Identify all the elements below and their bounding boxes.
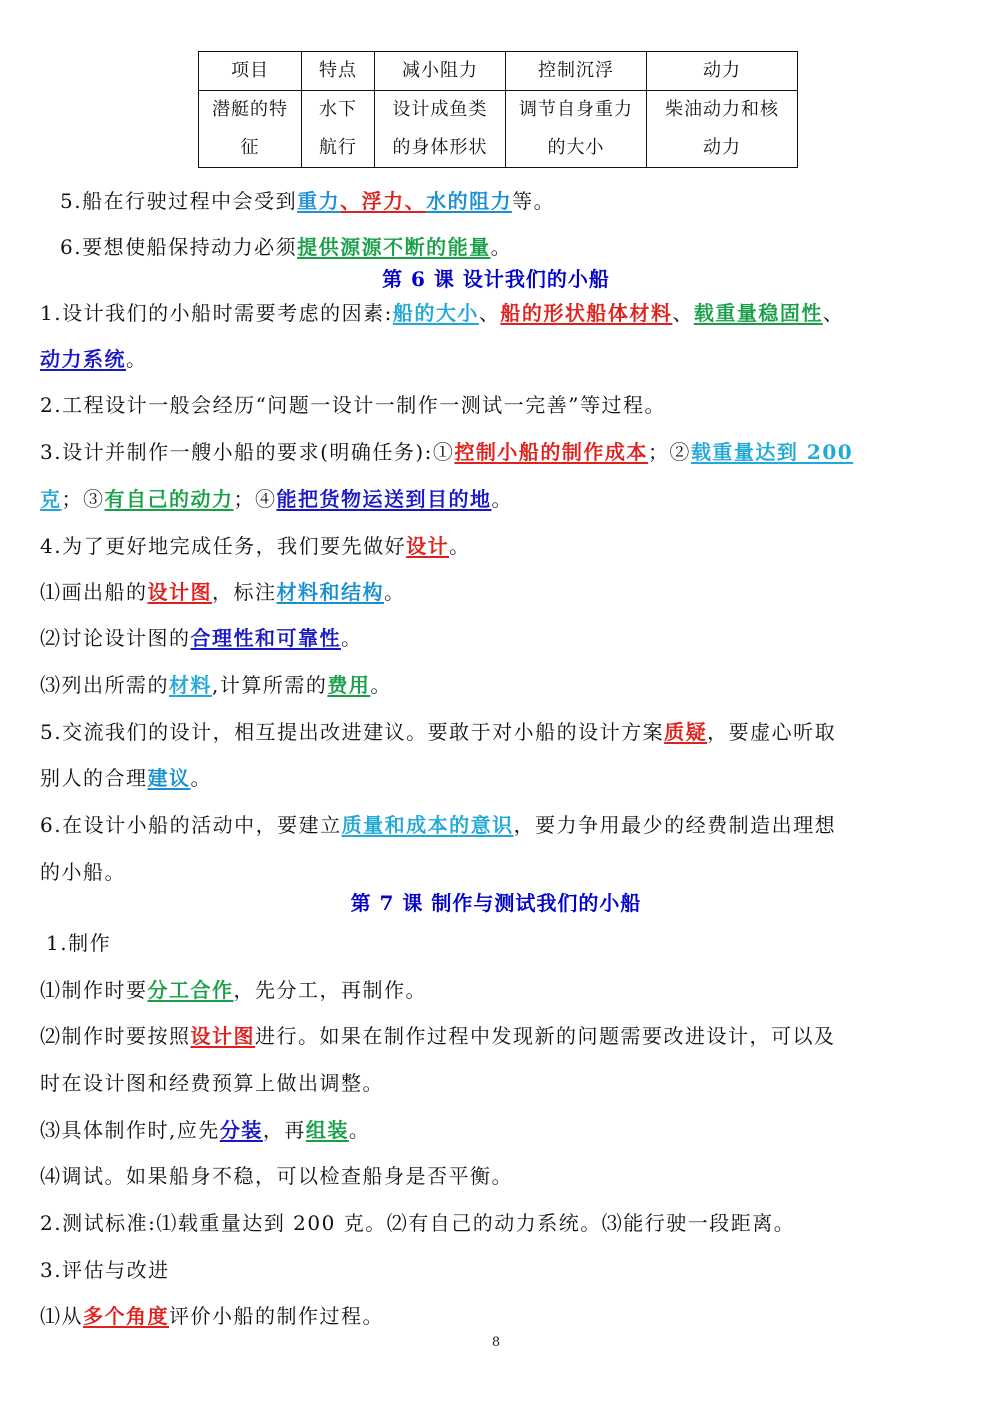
text: 别人的合理 xyxy=(40,766,148,790)
text: 、 xyxy=(672,301,694,325)
keyword: 重力 xyxy=(297,189,341,213)
lesson7-heading-3: 3.评估与改进 xyxy=(40,1258,170,1282)
keyword: 载重量稳固性 xyxy=(693,301,823,325)
lesson6-point-4 xyxy=(40,532,471,560)
keyword: 提供源源不断的能量 xyxy=(297,235,491,259)
table-header-cell: 项目 xyxy=(199,52,302,91)
table-header-cell: 控制沉浮 xyxy=(506,52,647,91)
text: 4.为了更好地完成任务，我们要先做好 xyxy=(40,534,407,558)
keyword: 克 xyxy=(40,487,62,511)
keyword: 动力系统 xyxy=(40,347,126,371)
table-cell xyxy=(199,91,302,168)
text: 、 xyxy=(478,301,501,325)
lesson-7-title: 第 7 课 制作与测试我们的小船 xyxy=(350,891,642,915)
text: 。 xyxy=(348,1118,371,1142)
text: 、 xyxy=(822,301,845,325)
text: 。 xyxy=(490,235,513,259)
lesson-6-title: 第 6 课 设计我们的小船 xyxy=(382,267,610,291)
text: ，再 xyxy=(262,1118,306,1142)
keyword: 分装 xyxy=(219,1118,263,1142)
text: ⑶具体制作时,应先 xyxy=(40,1118,220,1142)
table-header-row xyxy=(199,52,798,91)
lesson7-heading-2: 2.测试标准:⑴载重量达到 200 克。⑵有自己的动力系统。⑶能行驶一段距离。 xyxy=(40,1211,796,1235)
text: 。 xyxy=(370,673,392,697)
table-header-cell: 动力 xyxy=(647,52,798,91)
text: ，标注 xyxy=(212,580,277,604)
cell-line: 潜艇的特 xyxy=(212,99,288,120)
lesson6-sub-2 xyxy=(40,624,363,652)
cell-line: 的大小 xyxy=(547,137,605,158)
text: 等。 xyxy=(512,189,556,213)
text: 。 xyxy=(491,487,513,511)
lesson7-sub-2 xyxy=(40,1022,836,1050)
cell-line: 的身体形状 xyxy=(392,137,488,158)
text: 6.在设计小船的活动中，要建立 xyxy=(40,813,342,837)
lesson7-sub-1 xyxy=(40,976,427,1004)
text: ；③ xyxy=(61,487,105,511)
page-number: 8 xyxy=(491,1335,501,1350)
cell-line: 航行 xyxy=(319,137,357,158)
cell-line: 征 xyxy=(240,137,260,158)
cell-line: 设计成鱼类 xyxy=(392,99,488,120)
cell-line: 水下 xyxy=(319,99,357,120)
table-cell xyxy=(506,91,647,168)
text: 。 xyxy=(190,766,212,790)
table-header-cell: 特点 xyxy=(302,52,375,91)
keyword: 材料和结构 xyxy=(276,580,384,604)
lesson6-point-1-cont xyxy=(40,345,148,373)
text: 评价小船的制作过程。 xyxy=(169,1304,384,1328)
keyword: 、 xyxy=(404,189,427,213)
lesson6-point-3 xyxy=(40,438,853,466)
point-5-forces xyxy=(60,187,555,215)
lesson7-heading-1: 1.制作 xyxy=(46,931,112,955)
lesson7-sub-2-cont: 时在设计图和经费预算上做出调整。 xyxy=(40,1071,384,1095)
cell-line: 动力 xyxy=(703,137,741,158)
keyword: 材料 xyxy=(169,673,212,697)
keyword: 分工合作 xyxy=(147,978,234,1002)
text: ⑶列出所需的 xyxy=(40,673,169,697)
submarine-table xyxy=(198,51,798,168)
lesson7-sub-4: ⑷调试。如果船身不稳，可以检查船身是否平衡。 xyxy=(40,1164,513,1188)
keyword: 浮力 xyxy=(361,189,405,213)
keyword: 设计图 xyxy=(190,1024,255,1048)
text: 5.交流我们的设计，相互提出改进建议。要敢于对小船的设计方案 xyxy=(40,720,665,744)
point-6-energy xyxy=(60,233,512,261)
lesson6-point-5 xyxy=(40,718,836,746)
text: ,计算所需的 xyxy=(212,673,328,697)
table-row xyxy=(199,91,798,168)
lesson7-eval-1 xyxy=(40,1302,384,1330)
lesson6-point-6 xyxy=(40,811,836,839)
lesson6-point-3-cont xyxy=(40,485,513,513)
keyword: 多个角度 xyxy=(83,1304,169,1328)
table-cell xyxy=(302,91,375,168)
text: ⑵制作时要按照 xyxy=(40,1024,191,1048)
text: ⑴画出船的 xyxy=(40,580,148,604)
text: 进行。如果在制作过程中发现新的问题需要改进设计，可以及 xyxy=(255,1024,836,1048)
keyword: 有自己的动力 xyxy=(104,487,234,511)
lesson6-sub-3 xyxy=(40,671,392,699)
lesson6-point-2: 2.工程设计一般会经历“问题一设计一制作一测试一完善”等过程。 xyxy=(40,393,667,417)
keyword: 建议 xyxy=(147,766,191,790)
text: 3.设计并制作一艘小船的要求(明确任务):① xyxy=(40,440,455,464)
keyword: 合理性和可靠性 xyxy=(190,626,341,650)
text: ，先分工，再制作。 xyxy=(233,978,427,1002)
text: ⑴从 xyxy=(40,1304,83,1328)
text: ，要虚心听取 xyxy=(707,720,837,744)
text: 。 xyxy=(341,626,363,650)
lesson6-sub-1 xyxy=(40,578,406,606)
table-cell xyxy=(647,91,798,168)
keyword: 船的形状船体材料 xyxy=(500,301,673,325)
text: ，要力争用最少的经费制造出理想 xyxy=(513,813,837,837)
keyword: 质疑 xyxy=(664,720,708,744)
keyword: 水的阻力 xyxy=(426,189,513,213)
lesson6-point-5-cont xyxy=(40,764,212,792)
keyword: 、 xyxy=(340,189,362,213)
table-cell xyxy=(375,91,506,168)
text: ；④ xyxy=(233,487,277,511)
keyword: 设计 xyxy=(406,534,450,558)
text: 6.要想使船保持动力必须 xyxy=(60,235,298,259)
text: ⑵讨论设计图的 xyxy=(40,626,191,650)
text: 。 xyxy=(449,534,471,558)
keyword: 船的大小 xyxy=(392,301,479,325)
table-header-cell: 减小阻力 xyxy=(375,52,506,91)
cell-line: 柴油动力和核 xyxy=(665,99,779,120)
cell-line: 调节自身重力 xyxy=(519,99,633,120)
keyword: 控制小船的制作成本 xyxy=(454,440,648,464)
lesson6-point-1 xyxy=(40,299,844,327)
lesson6-point-6-cont: 的小船。 xyxy=(40,860,126,884)
keyword: 载重量达到 200 xyxy=(690,440,854,464)
text: 。 xyxy=(384,580,406,604)
keyword: 质量和成本的意识 xyxy=(341,813,514,837)
keyword: 能把货物运送到目的地 xyxy=(276,487,492,511)
keyword: 组装 xyxy=(305,1118,349,1142)
keyword: 设计图 xyxy=(147,580,212,604)
text: 1.设计我们的小船时需要考虑的因素: xyxy=(40,301,393,325)
text: ；② xyxy=(647,440,691,464)
text: 。 xyxy=(126,347,148,371)
keyword: 费用 xyxy=(327,673,371,697)
text: ⑴制作时要 xyxy=(40,978,148,1002)
text: 5.船在行驶过程中会受到 xyxy=(60,189,298,213)
lesson7-sub-3 xyxy=(40,1116,370,1144)
